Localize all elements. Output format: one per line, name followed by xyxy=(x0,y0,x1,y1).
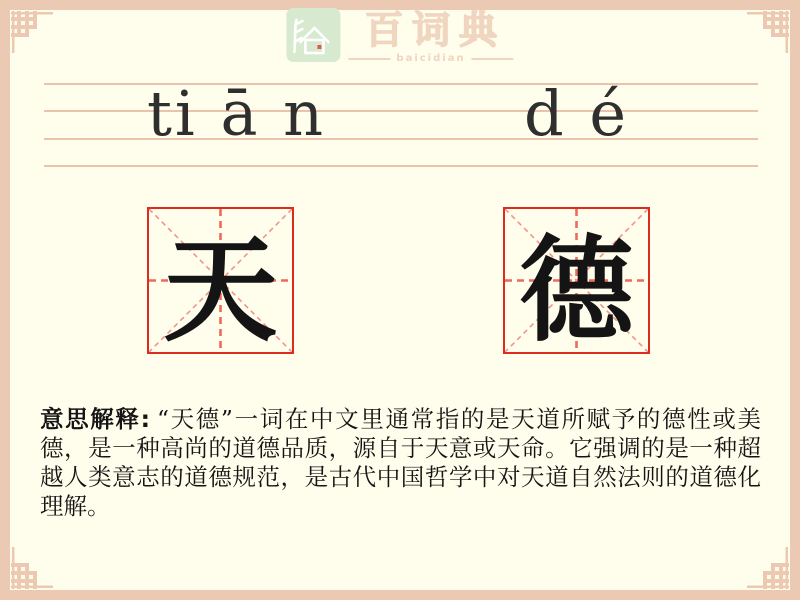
pinyin-guide-line xyxy=(44,165,758,167)
logo-subtitle-line-right xyxy=(472,58,514,60)
explanation-text: “天德”一词在中文里通常指的是天道所赋予的德性或美德，是一种高尚的道德品质，源自于天意或天命。它强调的是一种超越人类意志的道德规范，是古代中国哲学中对天道自然法则的道德化理解。 xyxy=(40,405,761,520)
logo-subtitle: baicidian xyxy=(396,53,466,64)
logo xyxy=(286,8,513,64)
house-bamboo-stamp-icon xyxy=(286,8,340,62)
pinyin-tian: ti ā n xyxy=(147,77,327,150)
logo-title: 百词典 xyxy=(364,8,506,52)
hanzi-box-tian xyxy=(147,207,294,357)
logo-subtitle-line-left xyxy=(348,58,390,60)
hanzi-character-de: 德 xyxy=(519,222,634,357)
corner-ornament-top-right xyxy=(745,9,791,55)
explanation xyxy=(40,405,761,521)
corner-ornament-bottom-right xyxy=(745,545,791,591)
corner-ornament-top-left xyxy=(9,9,55,55)
hanzi-box-de xyxy=(503,207,650,357)
pinyin-de: d é xyxy=(523,77,630,150)
explanation-label: 意思解释: xyxy=(40,405,150,433)
hanzi-character-tian: 天 xyxy=(163,222,278,357)
corner-ornament-bottom-left xyxy=(9,545,55,591)
